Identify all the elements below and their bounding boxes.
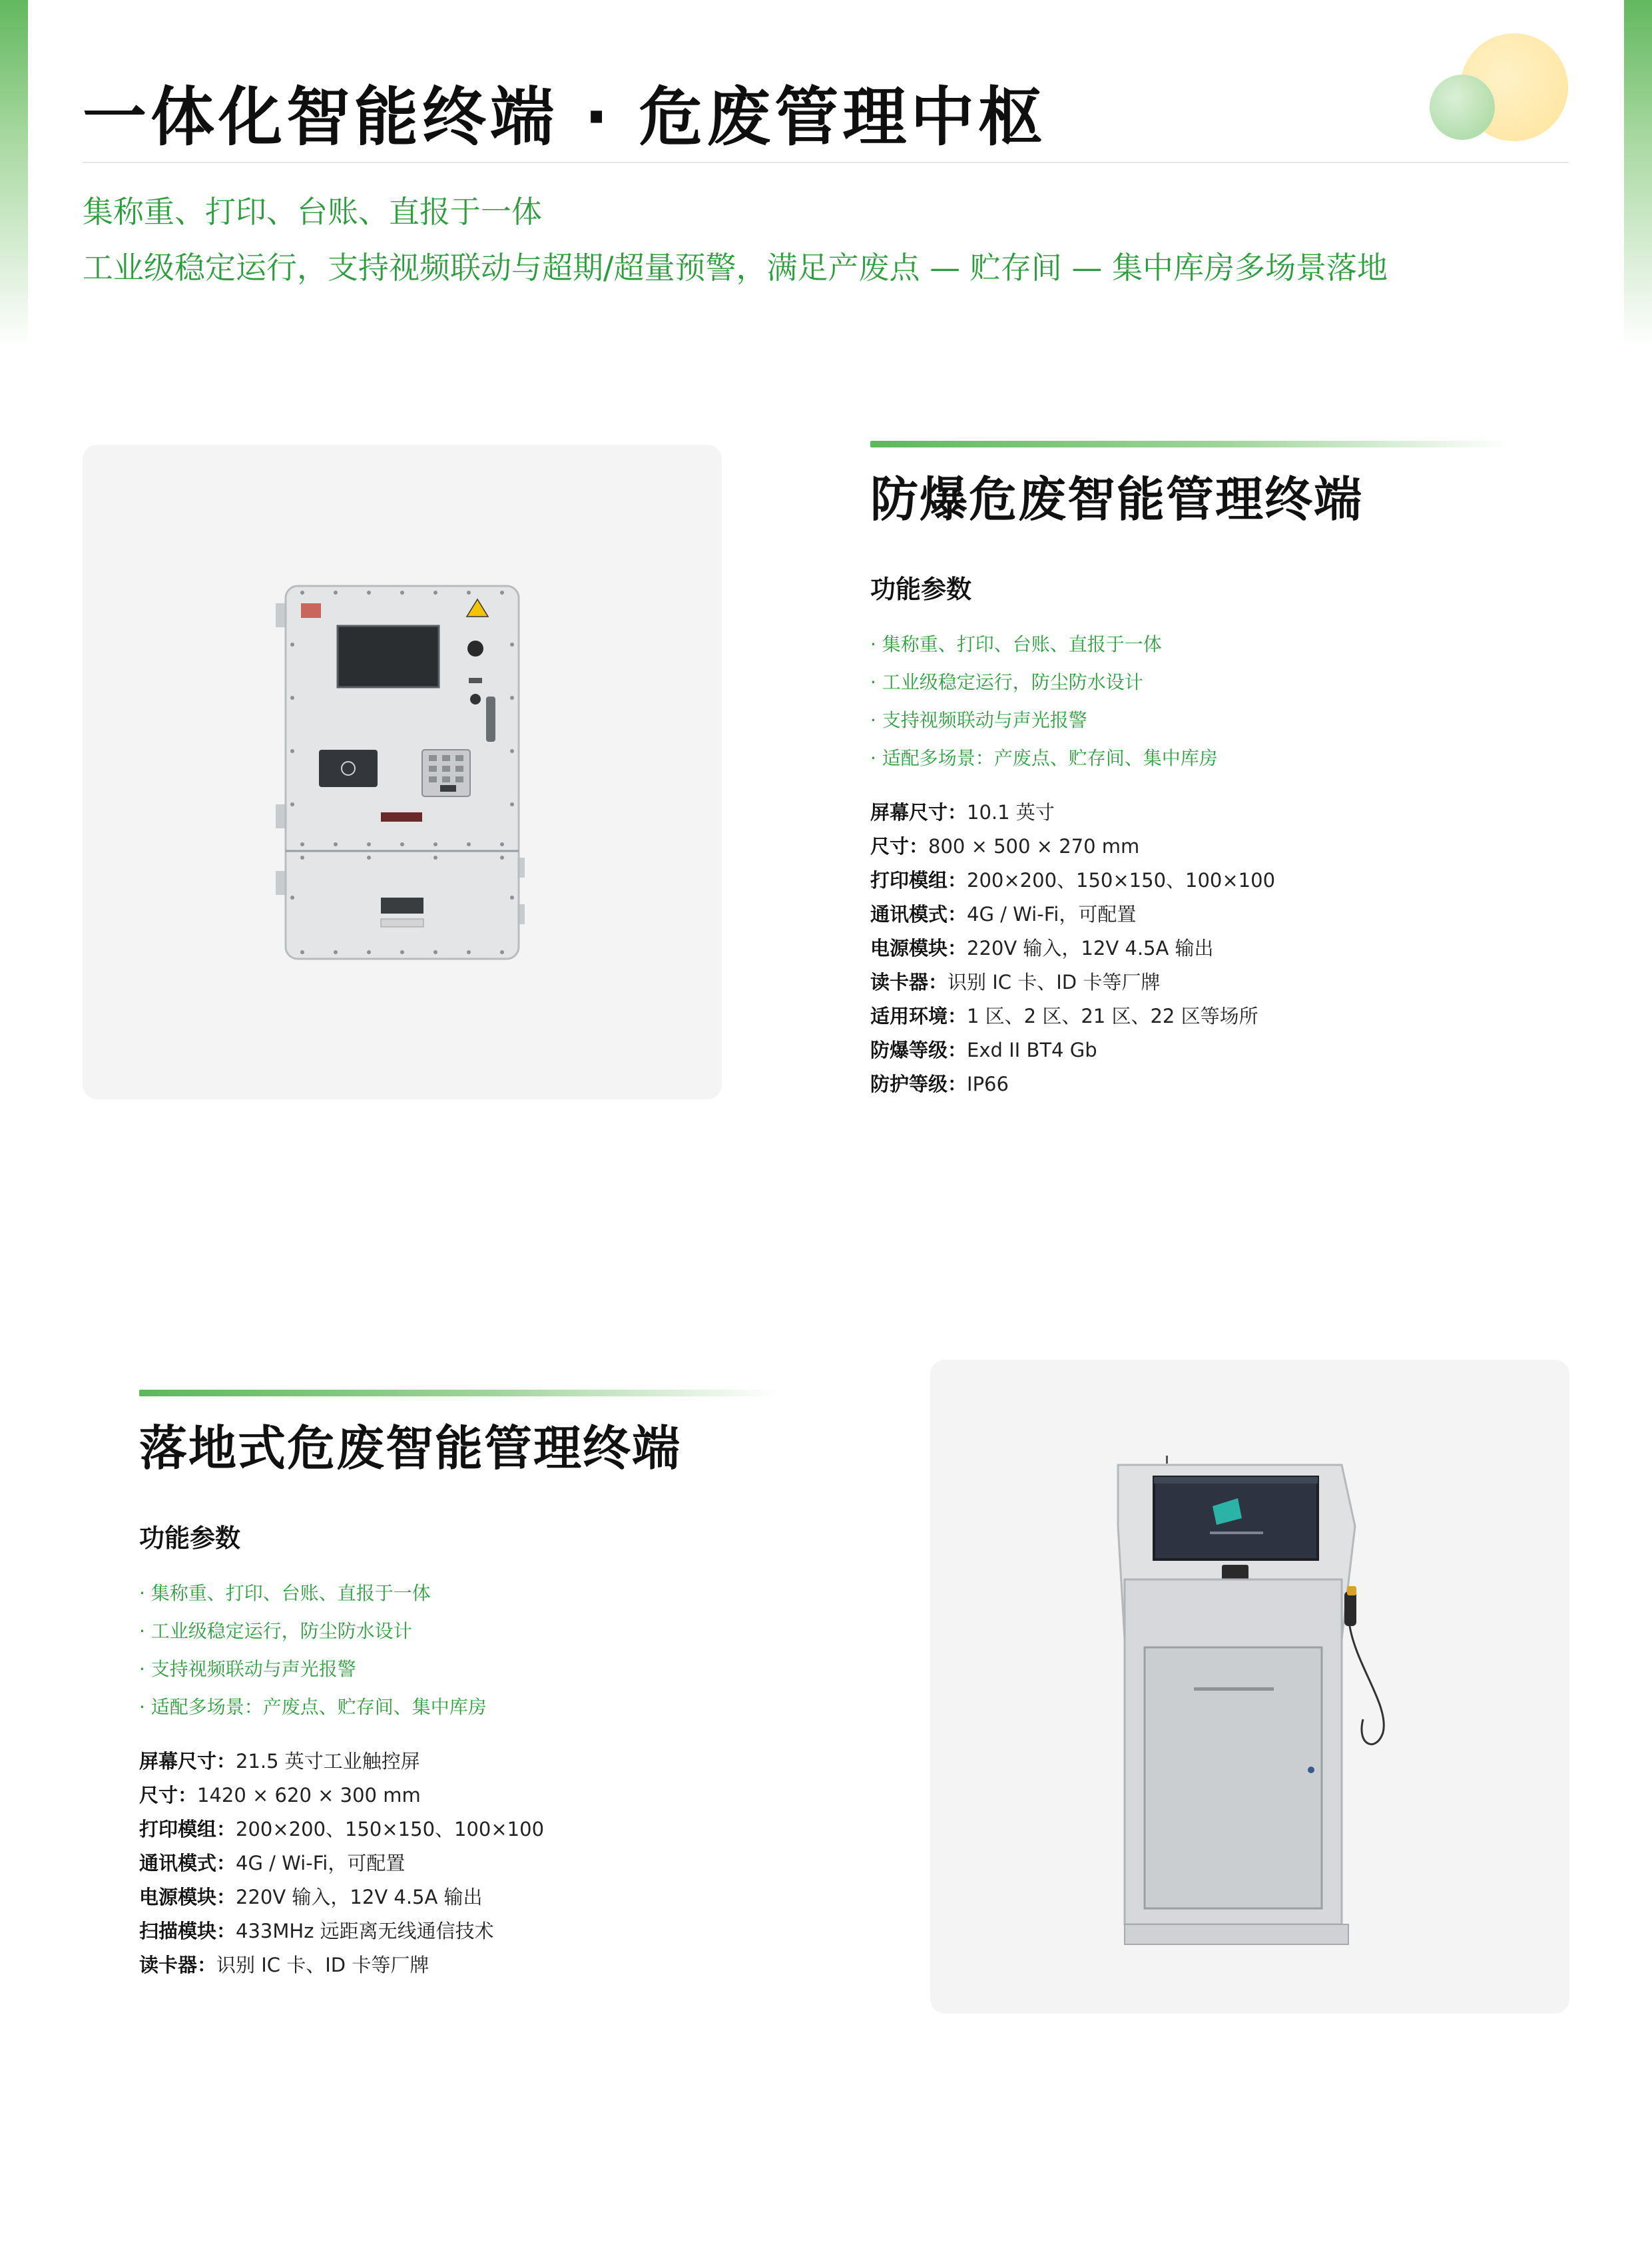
spec-value: 1 区、2 区、21 区、22 区等场所: [967, 1005, 1258, 1027]
spec-row: [870, 966, 1569, 999]
spec-value: 800 × 500 × 270 mm: [928, 835, 1140, 858]
product1-params-heading: 功能参数: [870, 575, 972, 604]
spec-key: 通讯模式：: [139, 1852, 236, 1874]
spec-key: 通讯模式：: [870, 903, 967, 926]
product2-image-card: [930, 1360, 1569, 2014]
feature-item: · 工业级稳定运行，防尘防水设计: [870, 671, 1143, 693]
page-subtitle-line1: 集称重、打印、台账、直报于一体: [83, 194, 542, 230]
spec-value: 4G / Wi-Fi，可配置: [967, 903, 1137, 926]
title-divider: [83, 162, 1569, 163]
product1-feature-list: [870, 625, 1569, 777]
spec-row: [870, 1067, 1569, 1101]
feature-item: · 适配多场景：产废点、贮存间、集中库房: [139, 1696, 487, 1718]
spec-row: [870, 898, 1569, 932]
spec-key: 尺寸：: [870, 835, 929, 858]
spec-value: 1420 × 620 × 300 mm: [197, 1784, 421, 1807]
left-edge-gradient: [0, 0, 28, 346]
product1-image-card: [83, 445, 722, 1099]
spec-row: [870, 999, 1569, 1033]
page-title: 一体化智能终端 · 危废管理中枢: [83, 80, 1047, 154]
product2-params-heading: 功能参数: [139, 1524, 241, 1553]
spec-row: [870, 932, 1569, 966]
spec-key: 尺寸：: [139, 1784, 198, 1807]
feature-item: · 支持视频联动与声光报警: [139, 1658, 356, 1680]
section-accent-bar: [870, 441, 1510, 447]
spec-row: [870, 864, 1569, 898]
spec-key: 读卡器：: [139, 1954, 217, 1976]
feature-item: · 适配多场景：产废点、贮存间、集中库房: [870, 747, 1218, 769]
spec-value: 10.1 英寸: [967, 801, 1055, 824]
floor-standing-terminal-illustration: [930, 1360, 1569, 2014]
explosion-proof-terminal-illustration: [83, 445, 722, 1099]
spec-row: [139, 1880, 838, 1914]
feature-item: · 集称重、打印、台账、直报于一体: [870, 633, 1162, 655]
spec-row: [870, 796, 1569, 830]
spec-key: 屏幕尺寸：: [870, 801, 967, 824]
spec-key: 打印模组：: [139, 1818, 236, 1840]
spec-key: 扫描模块：: [139, 1920, 236, 1942]
product2-section: [139, 1390, 838, 1982]
product2-title: 落地式危废智能管理终端: [139, 1420, 682, 1476]
spec-value: 识别 IC 卡、ID 卡等厂牌: [948, 971, 1161, 993]
product2-spec-list: [139, 1745, 838, 1982]
product1-section: [870, 441, 1569, 1101]
section-accent-bar: [139, 1390, 778, 1396]
spec-row: [139, 1779, 838, 1813]
spec-row: [139, 1914, 838, 1948]
spec-key: 电源模块：: [139, 1886, 236, 1908]
spec-key: 防爆等级：: [870, 1039, 967, 1061]
product1-title: 防爆危废智能管理终端: [870, 471, 1364, 527]
spec-key: 读卡器：: [870, 971, 948, 993]
feature-item: · 工业级稳定运行，防尘防水设计: [139, 1620, 412, 1642]
spec-value: 200×200、150×150、100×100: [967, 869, 1276, 892]
spec-key: 屏幕尺寸：: [139, 1750, 236, 1773]
spec-value: 220V 输入，12V 4.5A 输出: [967, 937, 1214, 960]
spec-key: 适用环境：: [870, 1005, 967, 1027]
right-edge-gradient: [1624, 0, 1652, 346]
spec-key: 电源模块：: [870, 937, 967, 960]
spec-value: 4G / Wi-Fi，可配置: [236, 1852, 406, 1874]
product1-spec-list: [870, 796, 1569, 1101]
spec-key: 打印模组：: [870, 869, 967, 892]
spec-value: 433MHz 远距离无线通信技术: [236, 1920, 494, 1942]
product2-feature-list: [139, 1574, 838, 1726]
spec-row: [139, 1846, 838, 1880]
spec-value: 21.5 英寸工业触控屏: [236, 1750, 420, 1773]
page-subtitle-line2: 工业级稳定运行，支持视频联动与超期/超量预警，满足产废点 — 贮存间 — 集中库房多场景落地: [83, 250, 1388, 286]
spec-value: IP66: [967, 1073, 1009, 1095]
spec-row: [139, 1948, 838, 1982]
spec-row: [139, 1813, 838, 1846]
spec-value: 识别 IC 卡、ID 卡等厂牌: [216, 1954, 429, 1976]
spec-row: [870, 830, 1569, 864]
spec-row: [870, 1033, 1569, 1067]
decor-circle-green: [1430, 75, 1495, 140]
feature-item: · 支持视频联动与声光报警: [870, 709, 1087, 731]
feature-item: · 集称重、打印、台账、直报于一体: [139, 1582, 431, 1604]
spec-value: Exd II BT4 Gb: [967, 1039, 1097, 1061]
spec-row: [139, 1745, 838, 1779]
spec-value: 200×200、150×150、100×100: [236, 1818, 545, 1840]
spec-key: 防护等级：: [870, 1073, 967, 1095]
spec-value: 220V 输入，12V 4.5A 输出: [236, 1886, 483, 1908]
